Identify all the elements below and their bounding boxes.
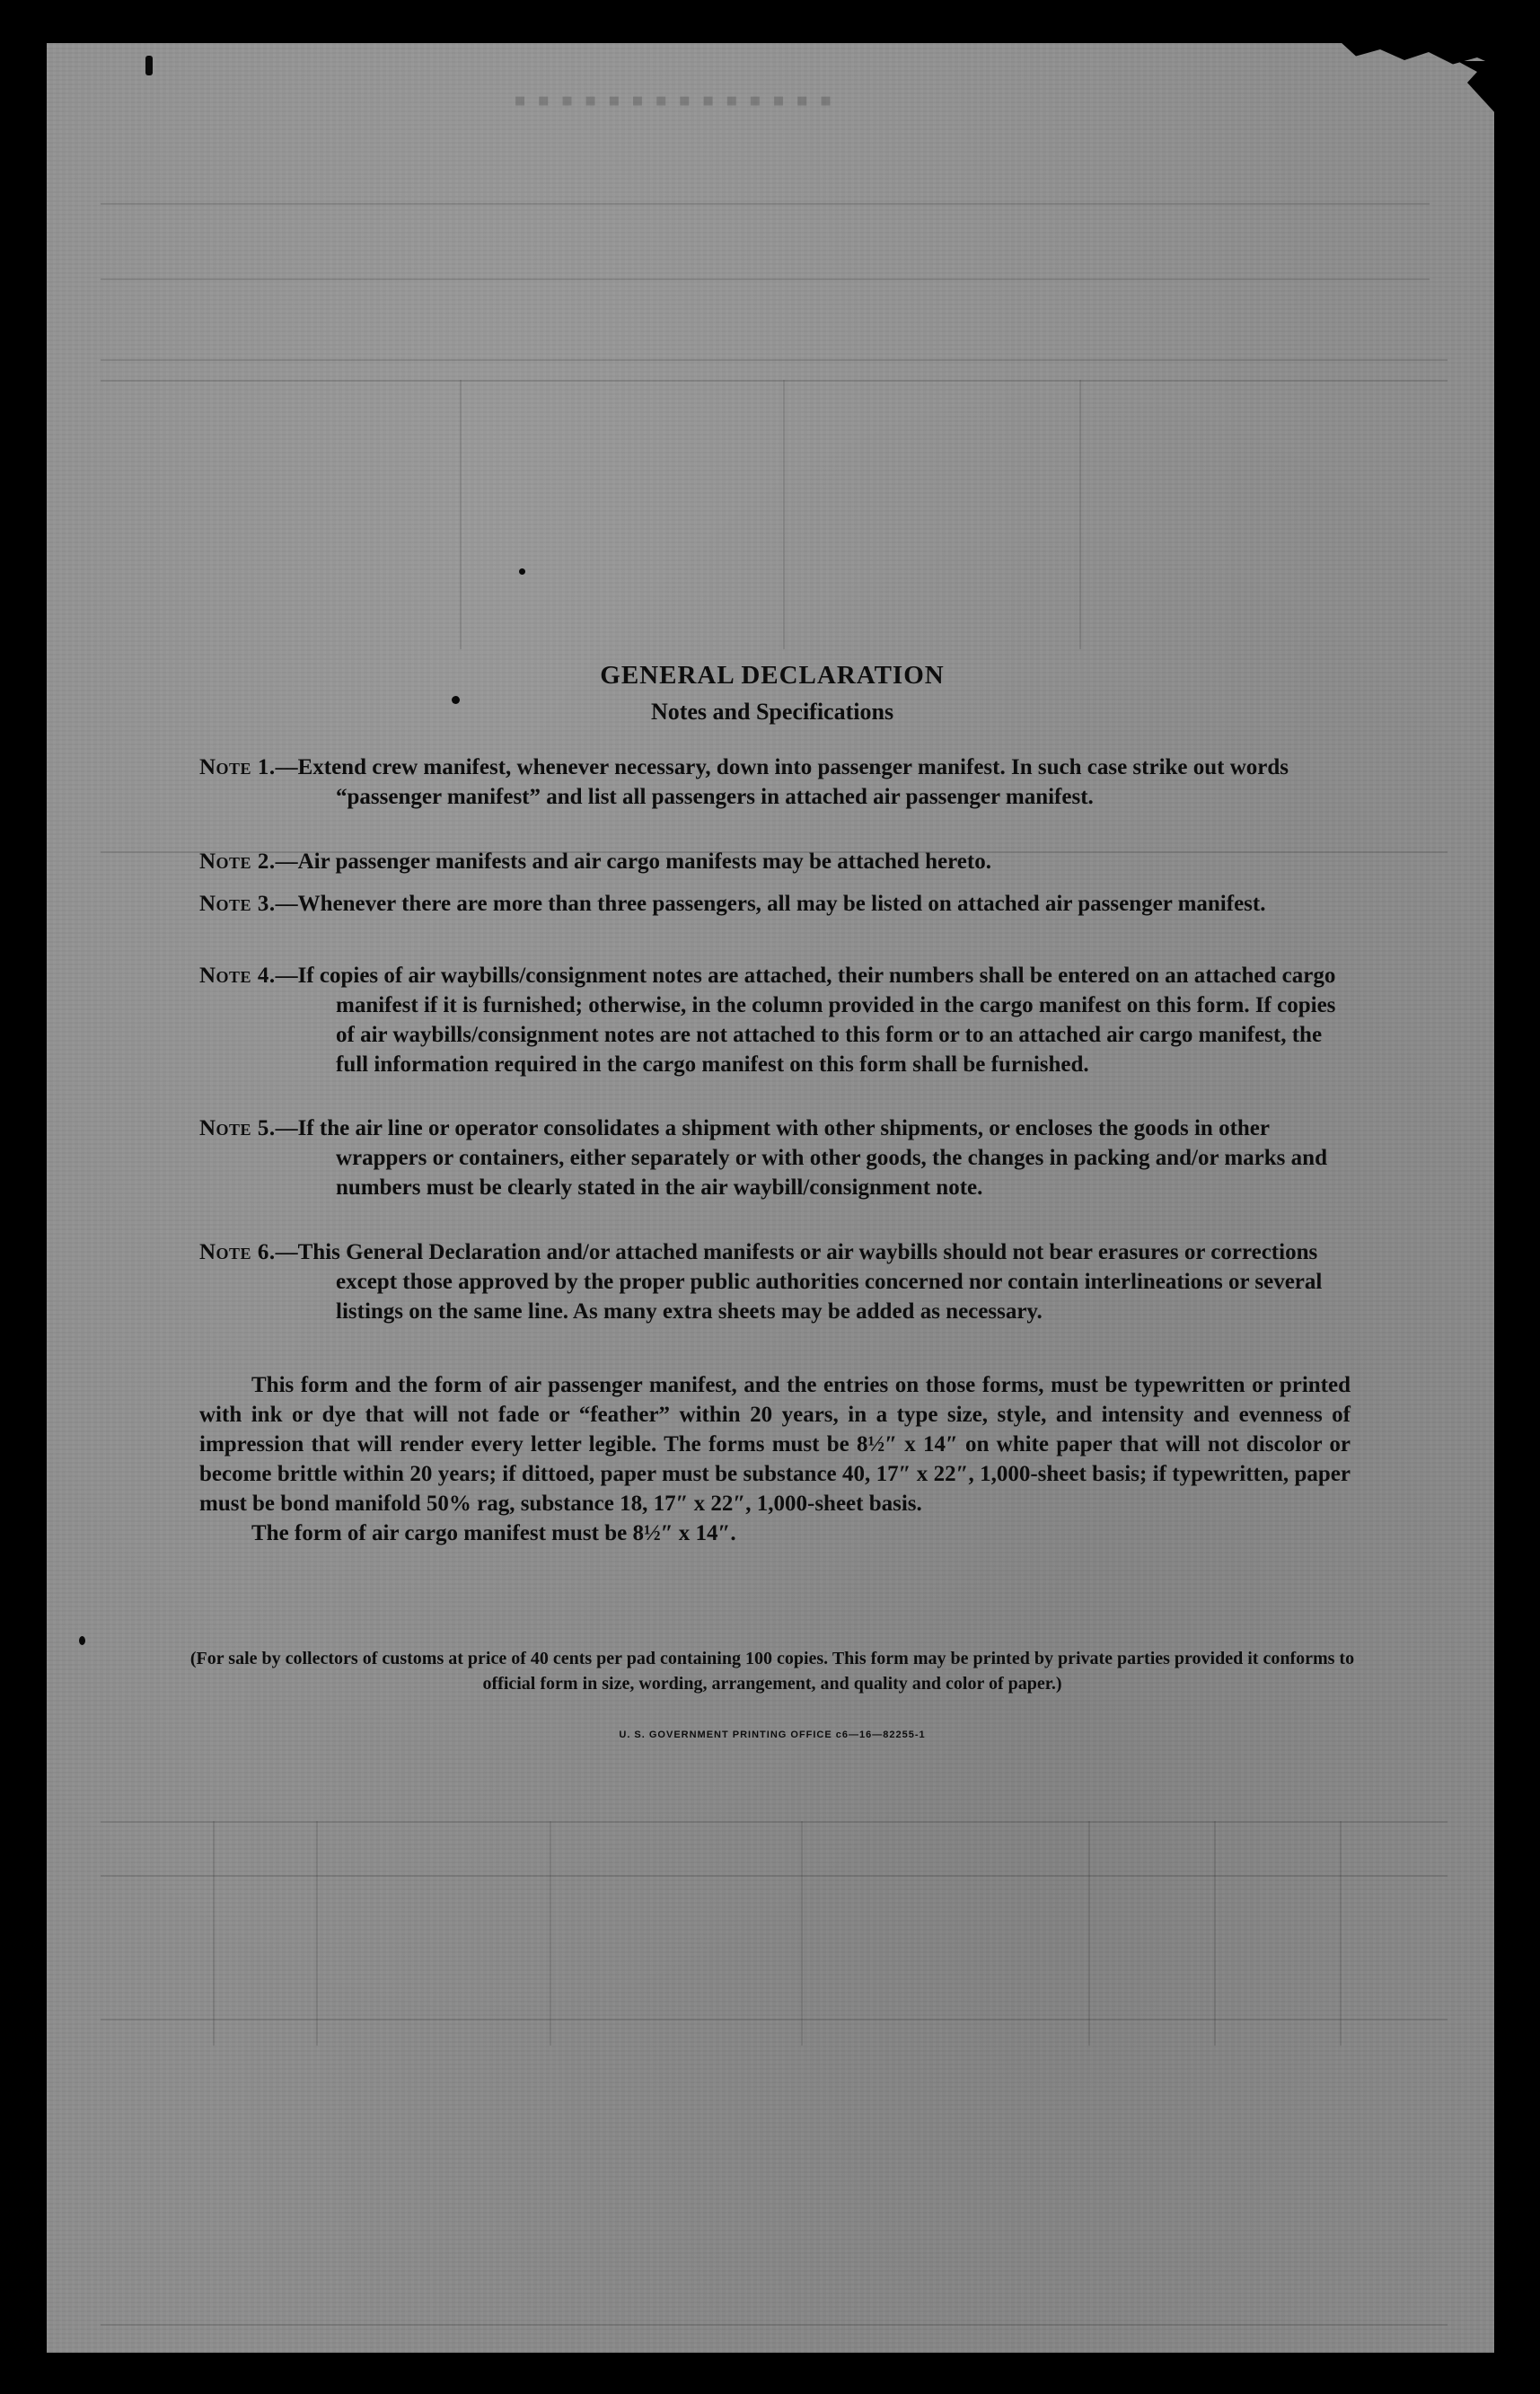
note-label: Note 4. <box>199 964 276 988</box>
note-label: Note 5. <box>199 1116 276 1140</box>
note-6 <box>199 1237 1351 1326</box>
note-label: Note 6. <box>199 1240 276 1264</box>
note-label: Note 1. <box>199 755 276 779</box>
ghost-header: ▪▪▪▪▪▪▪▪▪▪▪▪▪▪ <box>514 80 843 120</box>
note-5 <box>199 1113 1351 1202</box>
note-label: Note 2. <box>199 849 276 874</box>
sale-notice: (For sale by collectors of customs at price of 40 cents per pad containing 100 copies. This form may be printed by private parties provided it conforms to official form in size, wording, arrangement, and quality and color of paper.) <box>189 1649 1355 1694</box>
note-1 <box>199 753 1351 812</box>
form-requirements <box>199 1370 1351 1548</box>
ink-speck <box>452 696 460 704</box>
page-title: GENERAL DECLARATION <box>600 661 945 690</box>
note-label: Note 3. <box>199 892 276 916</box>
printing-office-line: U. S. GOVERNMENT PRINTING OFFICE c6—16—82255-1 <box>619 1729 926 1740</box>
note-text: —Air passenger manifests and air cargo manifests may be attached hereto. <box>275 849 991 874</box>
note-text: —Whenever there are more than three passengers, all may be listed on attached air passenger manifest. <box>275 892 1266 916</box>
ink-speck <box>519 568 525 575</box>
note-text: —If copies of air waybills/consignment notes are attached, their numbers shall be entered on an attached cargo manifest if it is furnished; otherwise, in the column provided in the cargo manifest on this form. If copies of air waybills/consignment notes are not attached to this form or to an attached air cargo manifest, the full information required in the cargo manifest on this form shall be furnished. <box>275 964 1336 1077</box>
note-2 <box>199 847 1351 876</box>
ink-speck <box>79 1636 85 1645</box>
note-text: —Extend crew manifest, whenever necessary, down into passenger manifest. In such case strike out words “passenger manifest” and list all passengers in attached air passenger manifest. <box>275 755 1289 809</box>
form-paragraph: This form and the form of air passenger manifest, and the entries on those forms, must be typewritten or printed with ink or dye that will not fade or “feather” within 20 years, in a type size, style, and intensity and evenness of impression that will render every letter legible. The forms must be 8½″ x 14″ on white paper that will not discolor or become brittle within 20 years; if dittoed, paper must be substance 40, 17″ x 22″, 1,000-sheet basis; if typewritten, paper must be bond manifold 50% rag, substance 18, 17″ x 22″, 1,000-sheet basis. <box>199 1373 1351 1516</box>
note-text: —This General Declaration and/or attached manifests or air waybills should not bear erasures or corrections except those approved by the proper public authorities concerned nor contain interlineations or several listings on the same line. As many extra sheets may be added as necessary. <box>275 1240 1323 1324</box>
note-text: —If the air line or operator consolidates a shipment with other shipments, or encloses the goods in other wrappers or containers, either separately or with other goods, the changes in packing and/or marks and numbers must be clearly stated in the air waybill/consignment note. <box>275 1116 1327 1200</box>
cargo-manifest-size: The form of air cargo manifest must be 8½″ x 14″. <box>251 1521 736 1545</box>
page-subtitle: Notes and Specifications <box>650 699 894 725</box>
note-4 <box>199 961 1351 1079</box>
ink-speck <box>145 56 153 75</box>
note-3 <box>199 889 1351 919</box>
